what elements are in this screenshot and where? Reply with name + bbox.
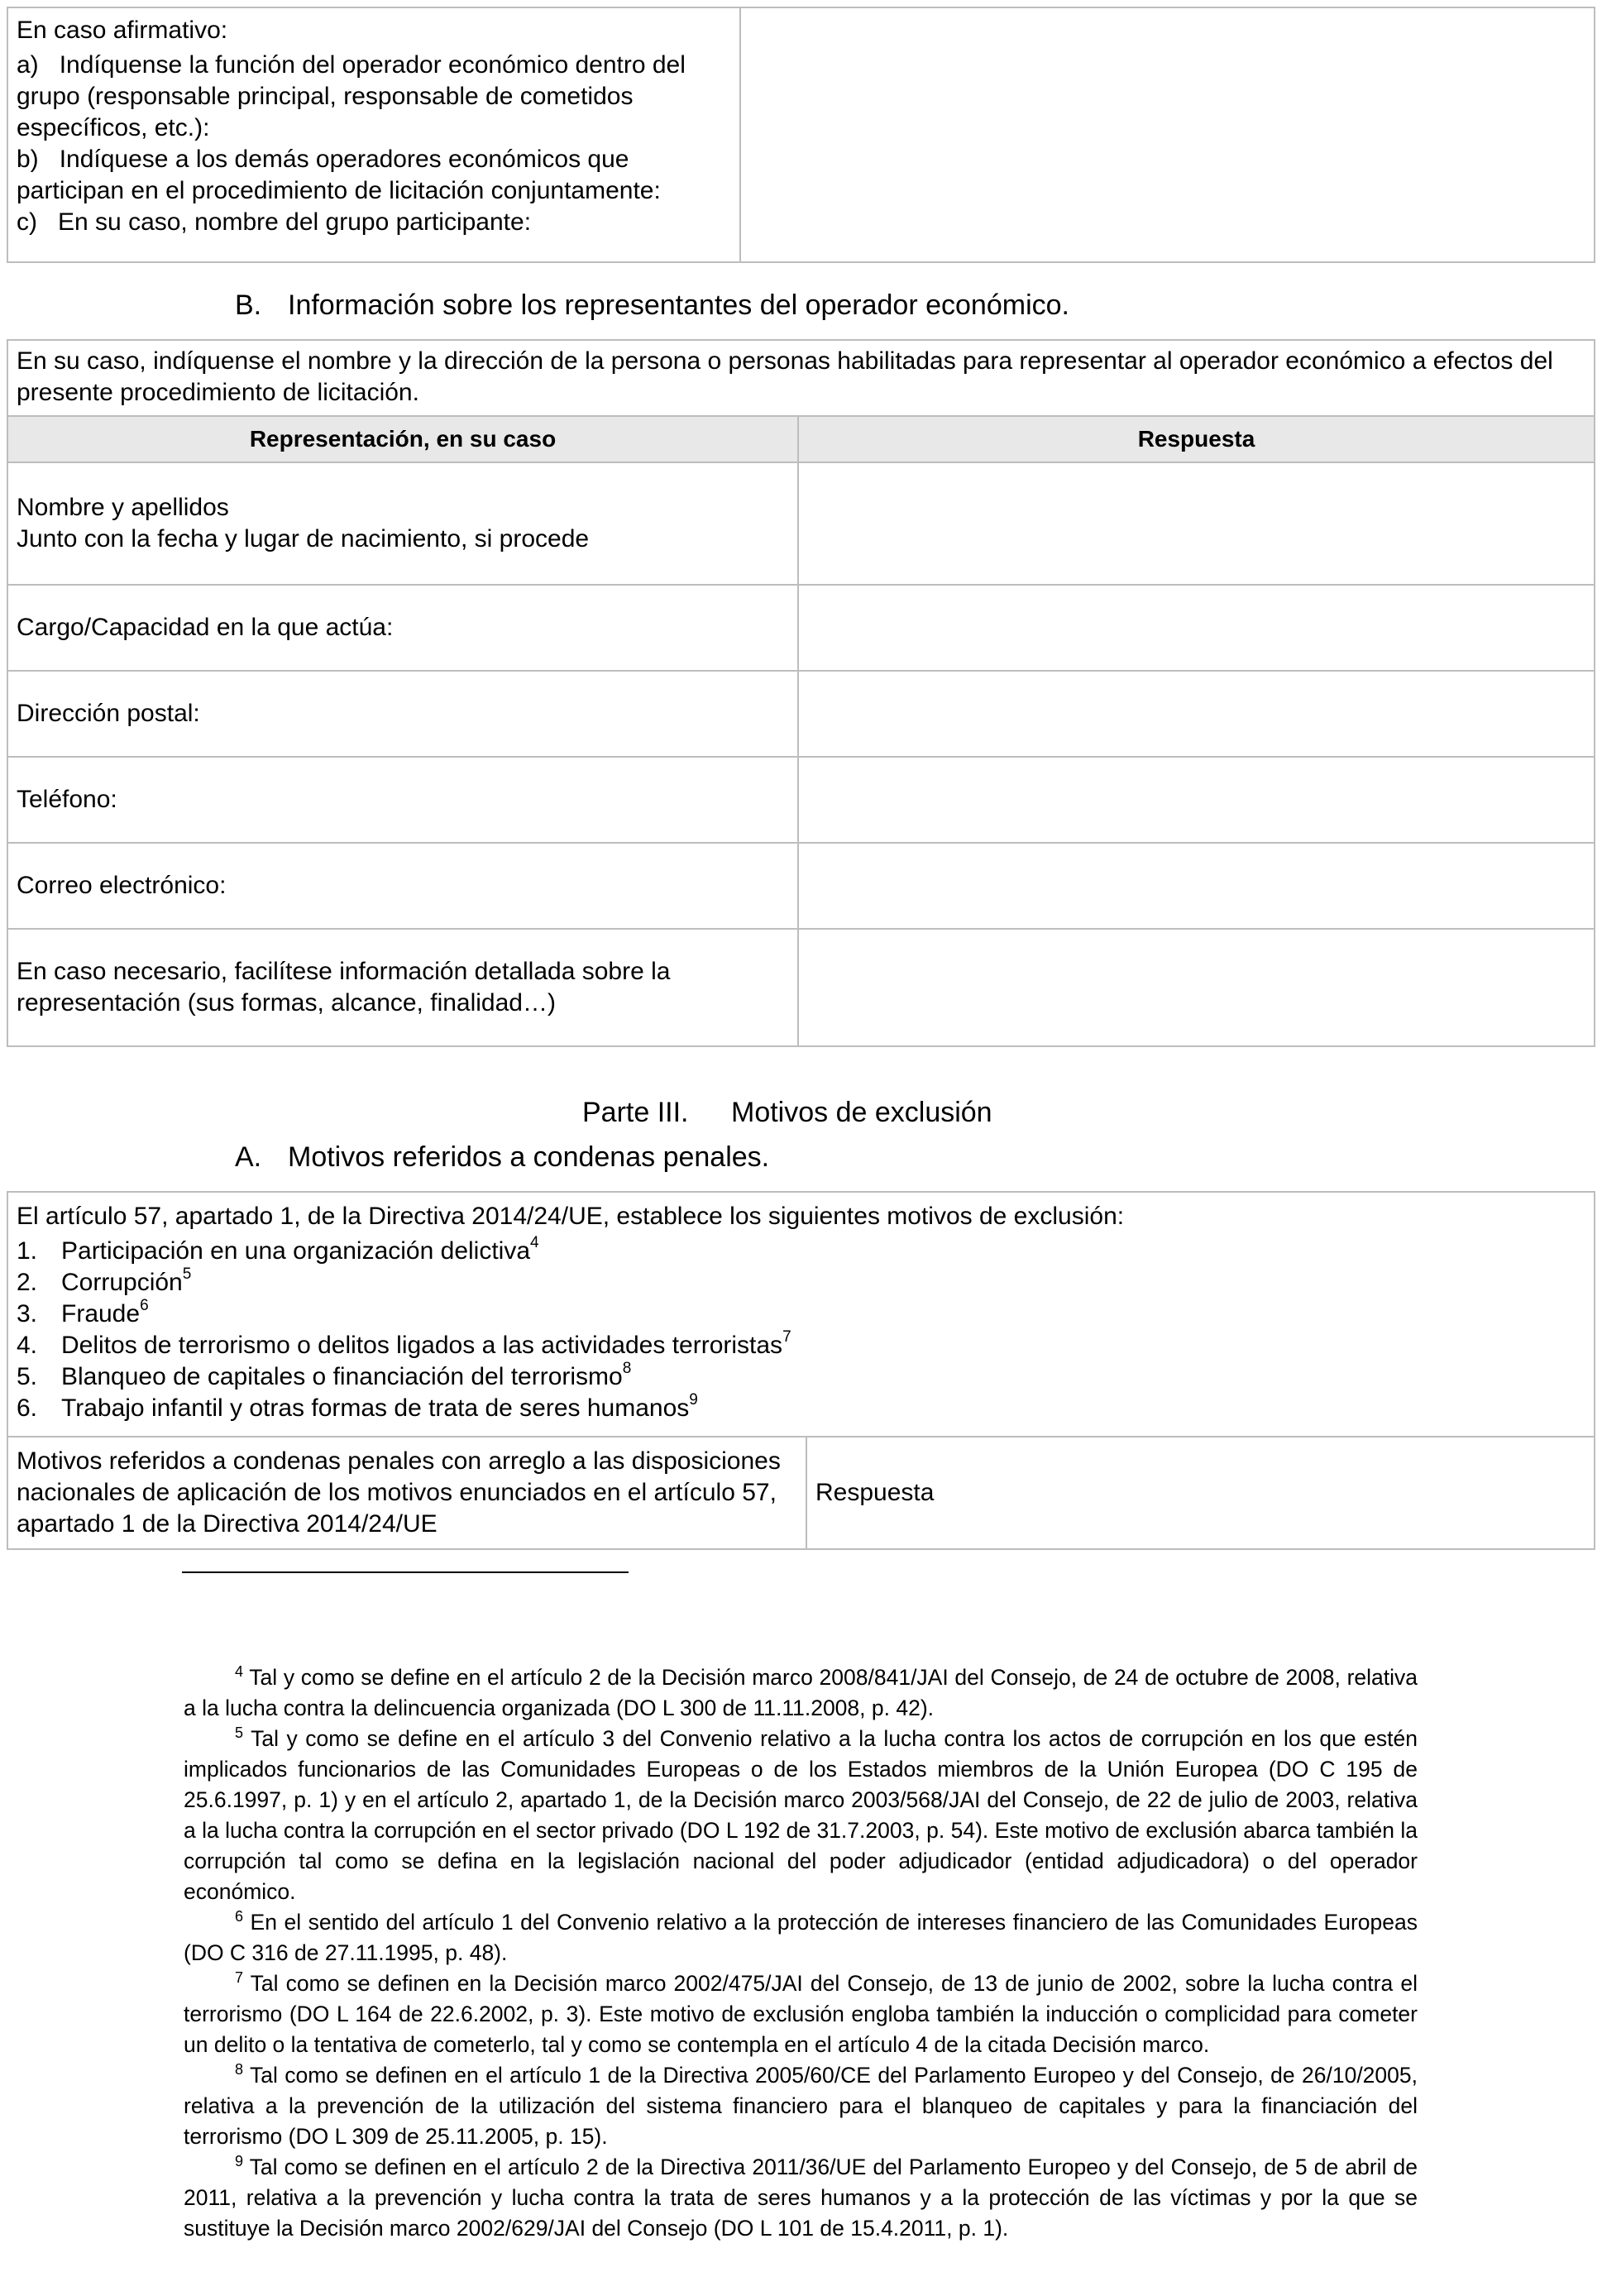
table-row	[7, 843, 1595, 929]
representation-header: Representación, en su caso	[7, 416, 798, 462]
group-item-a	[17, 50, 731, 144]
section-number: B.	[235, 289, 262, 321]
row-label: Dirección postal:	[7, 671, 798, 757]
section-b-intro: En su caso, indíquense el nombre y la dirección de la persona o personas habilitadas para representar al operador económico a efectos del presente procedimiento de licitación.	[7, 339, 1595, 417]
footnote	[184, 1968, 1418, 2060]
item-marker: c)	[17, 208, 37, 236]
footnote-text: Tal como se definen en el artículo 1 de la Directiva 2005/60/CE del Parlamento Europeo y del Consejo, de 26/10/2005, relativa a la prevención de la utilización del sistema financiero para el blanqueo de capitales y para la financiación del terrorismo (DO L 309 de 25.11.2005, p. 15).	[184, 2063, 1418, 2149]
footnote-number: 5	[235, 1724, 244, 1741]
representation-table	[7, 415, 1595, 1047]
group-item-c	[17, 207, 731, 238]
footnote-ref[interactable]: 5	[182, 1265, 192, 1283]
footnote	[184, 1724, 1418, 1907]
item-marker: b)	[17, 146, 39, 173]
footnote-ref[interactable]: 4	[530, 1234, 539, 1251]
label-line: Nombre y apellidos	[17, 494, 229, 521]
footnote-ref[interactable]: 7	[782, 1328, 791, 1346]
section-b-heading	[235, 288, 1595, 323]
row-label	[7, 462, 798, 585]
item-marker: a)	[17, 51, 39, 79]
footnote-ref[interactable]: 8	[622, 1360, 632, 1377]
table-row	[7, 585, 1595, 671]
document-page	[7, 7, 1595, 1573]
group-item-b	[17, 144, 731, 207]
list-item: 5. Blanqueo de capitales o financiación del terrorismo$^8$	[17, 1360, 632, 1390]
response-cell[interactable]: Respuesta	[806, 1437, 1595, 1549]
footnote-separator	[182, 1571, 629, 1573]
label-line: Junto con la fecha y lugar de nacimiento, si procede	[17, 525, 590, 552]
exclusion-grounds-box	[7, 1191, 1595, 1437]
exclusion-list	[17, 1236, 1585, 1424]
footnote	[184, 2152, 1418, 2244]
part-number: Parte III.	[582, 1097, 689, 1128]
row-label: Cargo/Capacidad en la que actúa:	[7, 585, 798, 671]
response-cell[interactable]	[798, 843, 1595, 929]
response-header: Respuesta	[798, 416, 1595, 462]
footnote	[184, 2060, 1418, 2152]
item-text: Indíquense la función del operador económico dentro del grupo (responsable principal, responsable de cometidos específicos, etc.):	[17, 51, 686, 141]
response-cell[interactable]	[798, 462, 1595, 585]
list-item: 3. Fraude$^6$	[17, 1297, 149, 1327]
section-title: Motivos referidos a condenas penales.	[288, 1141, 770, 1173]
footnote-number: 9	[235, 2153, 244, 2169]
footnote	[184, 1662, 1418, 1724]
footnote-text: Tal y como se define en el artículo 2 de la Decisión marco 2008/841/JAI del Consejo, de 24 de octubre de 2008, relativa a la lucha contra la delincuencia organizada (DO L 300 de 11.11.2008, p. 42).	[184, 1665, 1418, 1720]
footnote-ref[interactable]: 9	[689, 1391, 698, 1409]
group-answer-cell[interactable]	[740, 7, 1595, 262]
part-title: Motivos de exclusión	[731, 1097, 992, 1128]
table-row	[7, 462, 1595, 585]
list-item: 6. Trabajo infantil y otras formas de trata de seres humanos$^9$	[17, 1391, 698, 1422]
footnote-text: En el sentido del artículo 1 del Convenio relativo a la protección de intereses financiero de las Comunidades Europeas (DO C 316 de 27.11.1995, p. 48).	[184, 1910, 1418, 1965]
table-row	[7, 1437, 1595, 1549]
item-text: Indíquese a los demás operadores económicos que participan en el procedimiento de licitación conjuntamente:	[17, 146, 661, 204]
section-title: Información sobre los representantes del operador económico.	[288, 289, 1069, 321]
row-label: Teléfono:	[7, 757, 798, 843]
response-cell[interactable]	[798, 585, 1595, 671]
row-label: En caso necesario, facilítese información detallada sobre la representación (sus formas, alcance, finalidad…)	[7, 929, 798, 1046]
group-lead: En caso afirmativo:	[17, 17, 228, 44]
section-number: A.	[235, 1141, 262, 1173]
list-item: 4. Delitos de terrorismo o delitos ligados a las actividades terroristas$^7$	[17, 1328, 791, 1359]
item-text: En su caso, nombre del grupo participante:	[58, 208, 532, 236]
group-questions-cell	[7, 7, 740, 262]
footnote-number: 6	[235, 1908, 244, 1925]
footnote-text: Tal como se definen en la Decisión marco 2002/475/JAI del Consejo, de 13 de junio de 2002, sobre la lucha contra el terrorismo (DO L 164 de 22.6.2002, p. 3). Este motivo de exclusión engloba también la inducción o complicidad para cometer un delito o la tentativa de cometerlo, tal y como se contempla en el artículo 4 de la citada Decisión marco.	[184, 1971, 1418, 2057]
footnote-text: Tal y como se define en el artículo 3 del Convenio relativo a la lucha contra los actos de corrupción en los que estén implicados funcionarios de las Comunidades Europeas o de los Estados miembros de la Unión Europea (DO C 195 de 25.6.1997, p. 1) y en el artículo 2, apartado 1, de la Decisión marco 2003/568/JAI del Consejo, de 22 de julio de 2003, relativa a la lucha contra la corrupción en el sector privado (DO L 192 de 31.7.2003, p. 54). Este motivo de exclusión abarca también la corrupción tal como se defina en la legislación nacional del poder adjudicador (entidad adjudicadora) o del operador económico.	[184, 1726, 1418, 1904]
table-row	[7, 757, 1595, 843]
exclusion-intro: El artículo 57, apartado 1, de la Directiva 2014/24/UE, establece los siguientes motivos de exclusión:	[17, 1203, 1125, 1230]
footnote-number: 4	[235, 1663, 244, 1680]
section-a-heading	[235, 1140, 1595, 1174]
response-cell[interactable]	[798, 671, 1595, 757]
table-row	[7, 671, 1595, 757]
criminal-grounds-table	[7, 1436, 1595, 1550]
response-cell[interactable]	[798, 757, 1595, 843]
list-item: 1. Participación en una organización delictiva$^4$	[17, 1234, 539, 1265]
list-item: 2. Corrupción$^5$	[17, 1265, 192, 1296]
grounds-label: Motivos referidos a condenas penales con arreglo a las disposiciones nacionales de aplicación de los motivos enunciados en el artículo 57, apartado 1 de la Directiva 2014/24/UE	[7, 1437, 806, 1549]
footnote	[184, 1907, 1418, 1968]
row-label: Correo electrónico:	[7, 843, 798, 929]
footnote-text: Tal como se definen en el artículo 2 de la Directiva 2011/36/UE del Parlamento Europeo y del Consejo, de 5 de abril de 2011, relativa a la prevención y lucha contra la trata de seres humanos y a la protección de las víctimas y por la que se sustituye la Decisión marco 2002/629/JAI del Consejo (DO L 101 de 15.4.2011, p. 1).	[184, 2155, 1418, 2241]
footnotes	[184, 1662, 1418, 2244]
group-table	[7, 7, 1595, 263]
response-cell[interactable]	[798, 929, 1595, 1046]
footnote-number: 8	[235, 2061, 244, 2078]
footnote-ref[interactable]: 6	[140, 1297, 149, 1314]
part-iii-heading	[582, 1095, 1595, 1130]
footnote-number: 7	[235, 1969, 244, 1986]
table-row	[7, 929, 1595, 1046]
